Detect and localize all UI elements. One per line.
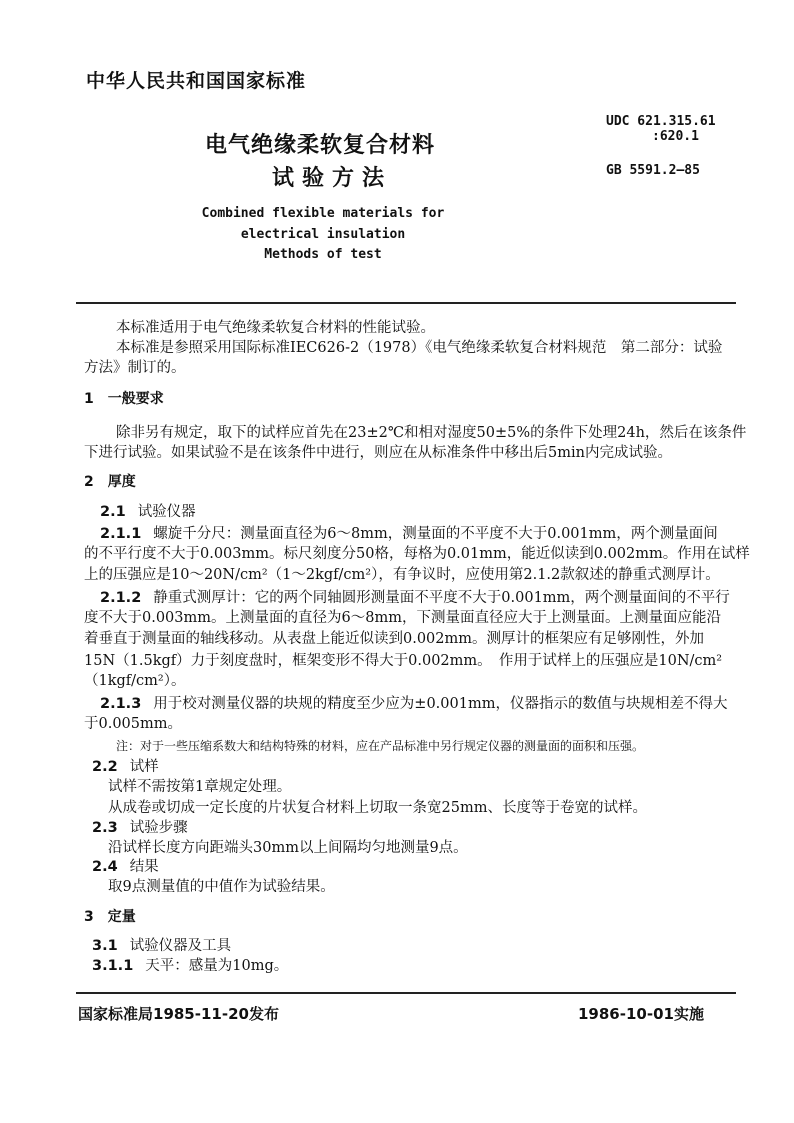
clause-2-1-2-line4: 15N（1.5kgf）力于刻度盘时，框架变形不得大于0.002mm。 作用于试样上的压强应是10N/cm² [84, 653, 723, 669]
intro-paragraph-1: 本标准适用于电气绝缘柔软复合材料的性能试验。 [116, 320, 435, 336]
subsection-2-3-number: 2.3 [92, 820, 118, 836]
subsection-3-1-number: 3.1 [92, 938, 118, 954]
udc-line2: :620.1 [652, 129, 699, 144]
subsection-2-2-text-line1: 试样不需按第1章规定处理。 [108, 779, 292, 795]
udc-line1: UDC 621.315.61 [606, 114, 716, 129]
clause-2-1-3-line2: 于0.005mm。 [84, 716, 183, 732]
intro-paragraph-2-line2: 方法》制订的。 [84, 360, 186, 376]
clause-2-1-1-line1 [100, 524, 718, 544]
document-title-line1: 电气绝缘柔软复合材料 [205, 133, 436, 158]
footer-divider [76, 992, 736, 994]
section-1-text-line1: 除非另有规定，取下的试样应首先在23±2℃和相对湿度50±5%的条件下处理24h，然后在该条件 [116, 425, 747, 441]
subsection-2-3-text: 沿试样长度方向距端头30mm以上间隔均匀地测量9点。 [108, 840, 468, 856]
section-1-heading: 1 一般要求 [84, 391, 164, 407]
english-title-line3: Methods of test [264, 247, 382, 262]
subsection-2-4-number: 2.4 [92, 859, 118, 875]
subsection-2-2-number: 2.2 [92, 759, 118, 775]
subsection-3-1-title: 试验仪器及工具 [129, 938, 232, 954]
document-title-line2: 试验方法 [272, 166, 393, 191]
clause-2-1-2-line5: （1kgf/cm²）。 [84, 673, 186, 689]
subsection-2-4 [92, 857, 159, 877]
subsection-2-1 [100, 502, 196, 522]
clause-2-1-2-text-line1: 静重式测厚计：它的两个同轴圆形测量面不平度不大于0.001mm，两个测量面间的不平行 [153, 590, 730, 606]
gb-number: GB 5591.2—85 [606, 163, 700, 178]
clause-3-1-1 [92, 956, 288, 976]
subsection-2-2-text-line2: 从成卷或切成一定长度的片状复合材料上切取一条宽25mm、长度等于卷宽的试样。 [108, 800, 647, 816]
subsection-2-3-title: 试验步骤 [129, 820, 188, 836]
clause-2-1-2-line2: 度不大于0.003mm。上测量面的直径为6～8mm，下测量面直径应大于上测量面。上测量面应能沿 [84, 610, 721, 626]
clause-3-1-1-number: 3.1.1 [92, 958, 134, 974]
section-2-heading: 2 厚度 [84, 474, 136, 490]
clause-2-1-3-number: 2.1.3 [100, 696, 142, 712]
section-1-text-line2: 下进行试验。如果试验不是在该条件中进行，则应在从标准条件中移出后5min内完成试验。 [84, 445, 672, 461]
udc-code [606, 114, 716, 144]
clause-2-1-1-line2: 的不平行度不大于0.003mm。标尺刻度分50格，每格为0.01mm，能近似读到0.002mm。作用在试样 [84, 546, 750, 562]
subsection-2-4-text: 取9点测量值的中值作为试验结果。 [108, 879, 335, 895]
english-title-line2: electrical insulation [240, 227, 406, 242]
subsection-2-1-title: 试验仪器 [137, 504, 196, 520]
clause-2-1-3-line1 [100, 694, 727, 714]
subsection-2-3 [92, 818, 188, 838]
clause-3-1-1-text: 天平：感量为10mg。 [145, 958, 289, 974]
clause-2-1-2-number: 2.1.2 [100, 590, 142, 606]
clause-2-1-3-note: 注：对于一些压缩系数大和结构特殊的材料，应在产品标准中另行规定仪器的测量面的面积和压强。 [116, 739, 645, 753]
subsection-3-1 [92, 936, 231, 956]
clause-2-1-2-line3: 着垂直于测量面的轴线移动。从表盘上能近似读到0.002mm。测厚计的框架应有足够刚性，外加 [84, 631, 705, 647]
subsection-2-4-title: 结果 [129, 859, 159, 875]
subsection-2-1-number: 2.1 [100, 504, 126, 520]
header-divider [76, 302, 736, 304]
clause-2-1-1-line3: 上的压强应是10～20N/cm²（1～2kgf/cm²），有争议时，应使用第2.1.2款叙述的静重式测厚计。 [84, 567, 720, 583]
subsection-2-2-title: 试样 [129, 759, 159, 775]
clause-2-1-2-line1 [100, 588, 730, 608]
english-title-line1: Combined flexible materials for [201, 206, 445, 221]
clause-2-1-1-number: 2.1.1 [100, 526, 142, 542]
subsection-2-2 [92, 757, 159, 777]
national-standard-heading: 中华人民共和国国家标准 [86, 70, 307, 92]
clause-2-1-1-text-line1: 螺旋千分尺：测量面直径为6～8mm，测量面的不平度不大于0.001mm，两个测量面间 [153, 526, 718, 542]
effective-date: 1986-10-01实施 [578, 1005, 704, 1023]
section-3-heading: 3 定量 [84, 909, 136, 925]
clause-2-1-3-text-line1: 用于校对测量仪器的块规的精度至少应为±0.001mm，仪器指示的数值与块规相差不得大 [153, 696, 728, 712]
intro-paragraph-2-line1: 本标准是参照采用国际标准IEC626-2（1978）《电气绝缘柔软复合材料规范 第二部分：试验 [116, 340, 723, 356]
issue-date: 国家标准局1985-11-20发布 [78, 1005, 279, 1023]
